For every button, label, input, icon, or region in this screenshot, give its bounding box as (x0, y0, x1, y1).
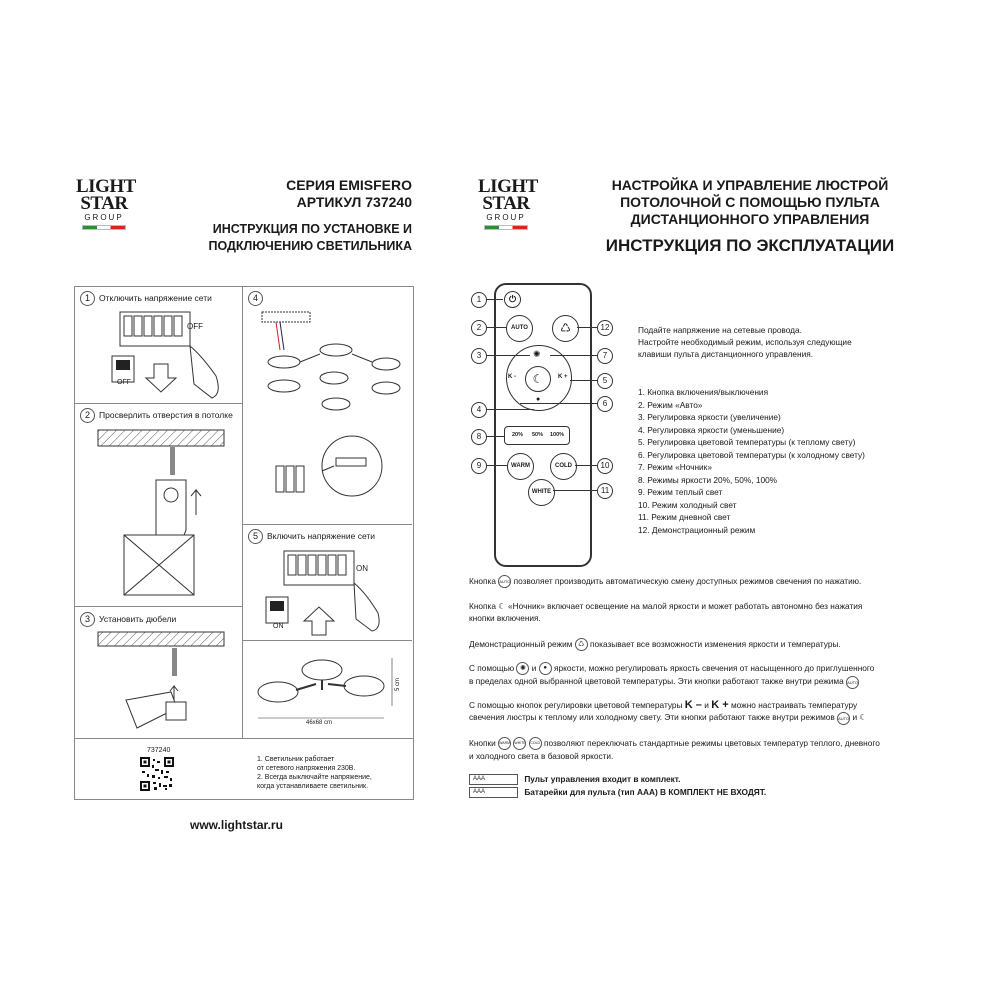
lead-9 (486, 465, 507, 466)
legend-item: 4. Регулировка яркости (уменьшение) (638, 424, 785, 435)
k-plus-inline: K + (711, 699, 729, 711)
brightness-up-mini-icon: ✺ (516, 662, 529, 675)
logo-line1: LIGHT (76, 176, 136, 197)
divider-2 (74, 606, 242, 607)
lead-11 (553, 490, 597, 491)
warm-button[interactable]: WARM (507, 453, 534, 480)
battery-label: AAA (473, 789, 486, 796)
dim-height: 5 cm (395, 677, 402, 692)
night-mini-icon: ☾ (498, 601, 506, 611)
callout-11: 11 (597, 483, 613, 499)
auto-button[interactable]: AUTO (506, 315, 533, 342)
step-3 (80, 612, 176, 627)
lead-6 (520, 403, 597, 404)
p4c: яркости, можно регулировать яркость свечения от насыщенного до приглушенного (554, 663, 875, 673)
step3-dowel-illustration (96, 630, 236, 735)
lead-4 (486, 409, 534, 410)
qr-code-label: 737240 (147, 747, 171, 754)
auto-mini-icon: AUTO (837, 712, 850, 725)
p4a: С помощью (469, 663, 515, 673)
step-3-number: 3 (80, 612, 95, 627)
right-header (570, 177, 930, 256)
callout-8: 8 (471, 429, 487, 445)
brightness-up-icon[interactable]: ✺ (533, 349, 541, 359)
step-1 (80, 291, 212, 306)
white-mini-icon: WHITE (513, 737, 526, 750)
battery-text-1: Пульт управления входит в комплект. (524, 774, 681, 784)
step4-mounting-illustration (256, 306, 406, 518)
install-subtitle-1: ИНСТРУКЦИЯ ПО УСТАНОВКЕ И (212, 222, 412, 236)
divider-5 (74, 738, 413, 739)
white-button[interactable]: WHITE (528, 479, 555, 506)
logo-line2: STAR (80, 193, 128, 214)
callout-7: 7 (597, 348, 613, 364)
step1-breaker-illustration (90, 306, 240, 401)
legend-item: 8. Режимы яркости 20%, 50%, 100% (638, 474, 778, 485)
callout-4: 4 (471, 402, 487, 418)
p2b: «Ночник» включает освещение на малой яркости и может работать автономно без нажатия (508, 601, 863, 611)
callout-5: 5 (597, 373, 613, 389)
step-2 (80, 408, 233, 423)
off-label: OFF (187, 322, 203, 331)
p3b: показывает все возможности изменения яркости и температуры. (590, 639, 841, 649)
installation-notes (257, 755, 407, 791)
callout-1: 1 (471, 292, 487, 308)
note-line-4: когда устанавливаете светильник. (257, 783, 369, 790)
battery-icon (469, 787, 518, 798)
lead-12 (577, 327, 597, 328)
step-5-number: 5 (248, 529, 263, 544)
preset-50[interactable]: 50% (532, 432, 544, 438)
step-5-label: Включить напряжение сети (267, 530, 376, 541)
remote-title-1: НАСТРОЙКА И УПРАВЛЕНИЕ ЛЮСТРОЙ (611, 177, 889, 193)
website-link[interactable]: www.lightstar.ru (190, 818, 283, 832)
paragraph-night (469, 600, 969, 625)
step-4 (248, 291, 267, 306)
p3a: Демонстрационный режим (469, 639, 573, 649)
auto-mini-icon: AUTO (846, 676, 859, 689)
intro-line-1: Подайте напряжение на сетевые провода. (638, 325, 802, 335)
night-mode-icon[interactable]: ☾ (525, 366, 551, 392)
legend-item: 5. Регулировка цветовой температуры (к теплому свету) (638, 437, 856, 447)
k-plus-button[interactable]: K + (558, 374, 568, 380)
lightstar-logo (76, 176, 136, 230)
article-title: АРТИКУЛ 737240 (296, 194, 412, 210)
on-tag: ON (273, 623, 284, 630)
warm-mini-icon: WARM (498, 737, 511, 750)
vertical-divider (242, 286, 243, 738)
p5c: свечения люстры к теплому или холодному свету. Эти кнопки работают также внутри режимов (469, 712, 835, 723)
legend-item: 7. Режим «Ночник» (638, 462, 712, 472)
logo-right-line2: STAR (482, 193, 530, 214)
preset-100[interactable]: 100% (550, 432, 565, 438)
power-icon[interactable]: ⏻ (504, 291, 521, 308)
legend-item: 12. Демонстрационный режим (638, 524, 756, 535)
step2-drill-illustration (96, 425, 236, 600)
italian-flag-right (484, 225, 528, 230)
step-5 (248, 529, 375, 544)
battery-label: AAA (473, 776, 486, 783)
divider-1 (74, 403, 242, 404)
legend-item: 2. Режим «Авто» (638, 399, 703, 410)
logo-right-line3: GROUP (486, 213, 526, 222)
callout-9: 9 (471, 458, 487, 474)
step-3-label: Установить дюбели (99, 613, 177, 624)
step-4-number: 4 (248, 291, 263, 306)
operation-title: ИНСТРУКЦИЯ ПО ЭКСПЛУАТАЦИИ (605, 236, 895, 255)
intro-text (638, 324, 852, 360)
demo-mini-icon: ♺ (575, 638, 588, 651)
p5a: С помощью кнопок регулировки цветовой температуры (469, 700, 683, 710)
lead-10 (575, 465, 597, 466)
legend-item: 6. Регулировка цветовой температуры (к холодному свету) (638, 449, 865, 460)
paragraph-auto (469, 575, 969, 588)
battery-line-1 (469, 773, 969, 785)
on-label: ON (356, 564, 368, 573)
k-minus-inline: K – (684, 699, 702, 711)
demo-mode-icon[interactable]: ♺ (552, 315, 579, 342)
divider-4 (242, 640, 412, 641)
lead-1 (486, 299, 503, 300)
legend-item: 1. Кнопка включения/выключения (638, 387, 769, 397)
callout-10: 10 (597, 458, 613, 474)
button-legend (638, 386, 865, 536)
battery-line-2 (469, 786, 969, 798)
auto-mini-icon: AUTO (498, 575, 511, 588)
k-minus-button[interactable]: K - (508, 374, 516, 380)
divider-3 (242, 524, 412, 525)
legend-item: 3. Регулировка яркости (увеличение) (638, 412, 781, 422)
p5and: и (704, 700, 709, 710)
callout-3: 3 (471, 348, 487, 364)
paragraph-temperature (469, 699, 969, 725)
battery-icon (469, 774, 518, 785)
left-header (170, 177, 412, 255)
p4b: и (531, 663, 537, 673)
series-title: СЕРИЯ EMISFERO (286, 177, 412, 193)
callout-2: 2 (471, 320, 487, 336)
p4d: в пределах одной выбранной цветовой температуры. Эти кнопки работают также внутри режима (469, 676, 844, 687)
remote-title-3: ДИСТАНЦИОННОГО УПРАВЛЕНИЯ (630, 211, 870, 227)
note-line-2: от сетевого напряжения 230В. (257, 765, 356, 772)
paragraph-presets (469, 737, 969, 763)
dim-width: 46x68 cm (306, 720, 333, 726)
battery-text-2: Батарейки для пульта (тип ААА) В КОМПЛЕКТ НЕ ВХОДЯТ. (524, 787, 767, 797)
cold-button[interactable]: COLD (550, 453, 577, 480)
p2a: Кнопка (469, 601, 496, 611)
lead-5 (570, 380, 597, 381)
p5d: и (852, 712, 858, 723)
off-tag: OFF (117, 379, 131, 386)
brightness-presets (504, 426, 570, 445)
logo-line3: GROUP (84, 213, 124, 222)
cold-mini-icon: COLD (529, 737, 542, 750)
brightness-down-mini-icon: ● (539, 662, 552, 675)
intro-line-2: Настройте необходимый режим, используя следующие (638, 337, 852, 347)
callout-6: 6 (597, 396, 613, 412)
remote-title-2: ПОТОЛОЧНОЙ С ПОМОЩЬЮ ПУЛЬТА (620, 194, 880, 210)
night-mini-icon: ☾ (859, 712, 867, 723)
p2c: кнопки включения. (469, 613, 541, 624)
paragraph-brightness (469, 662, 969, 689)
p6b: позволяют переключать стандартные режимы цветовых температур теплого, дневного (544, 738, 880, 748)
install-subtitle-2: ПОДКЛЮЧЕНИЮ СВЕТИЛЬНИКА (208, 239, 412, 253)
p6c: и холодного света в базовой яркости. (469, 751, 614, 762)
legend-item: 10. Режим холодный свет (638, 499, 737, 510)
brightness-down-icon[interactable]: ● (536, 396, 541, 403)
note-line-3: 2. Всегда выключайте напряжение, (257, 774, 372, 781)
lead-7 (550, 355, 597, 356)
step-1-label: Отключить напряжение сети (99, 292, 212, 303)
note-line-1: 1. Светильник работает (257, 756, 335, 763)
lead-2 (486, 327, 506, 328)
qr-code (140, 757, 174, 791)
p1a: Кнопка (469, 576, 496, 586)
intro-line-3: клавиши пульта дистанционного управления. (638, 349, 814, 359)
p6a: Кнопки (469, 738, 496, 748)
legend-item: 9. Режим теплый свет (638, 487, 723, 497)
step-2-label: Просверлить отверстия в потолке (99, 409, 233, 420)
p5b: можно настраивать температуру (730, 700, 858, 710)
step-1-number: 1 (80, 291, 95, 306)
callout-12: 12 (597, 320, 613, 336)
lead-8 (486, 436, 504, 437)
dimensions-illustration (252, 650, 412, 730)
logo-right-line1: LIGHT (478, 176, 538, 197)
italian-flag (82, 225, 126, 230)
step-2-number: 2 (80, 408, 95, 423)
paragraph-demo (469, 638, 969, 651)
lightstar-logo-right (478, 176, 538, 230)
p1b: позволяет производить автоматическую смену доступных режимов свечения по нажатию. (513, 576, 862, 586)
legend-item: 11. Режим дневной свет (638, 512, 731, 522)
lead-3 (486, 355, 530, 356)
preset-20[interactable]: 20% (512, 432, 524, 438)
